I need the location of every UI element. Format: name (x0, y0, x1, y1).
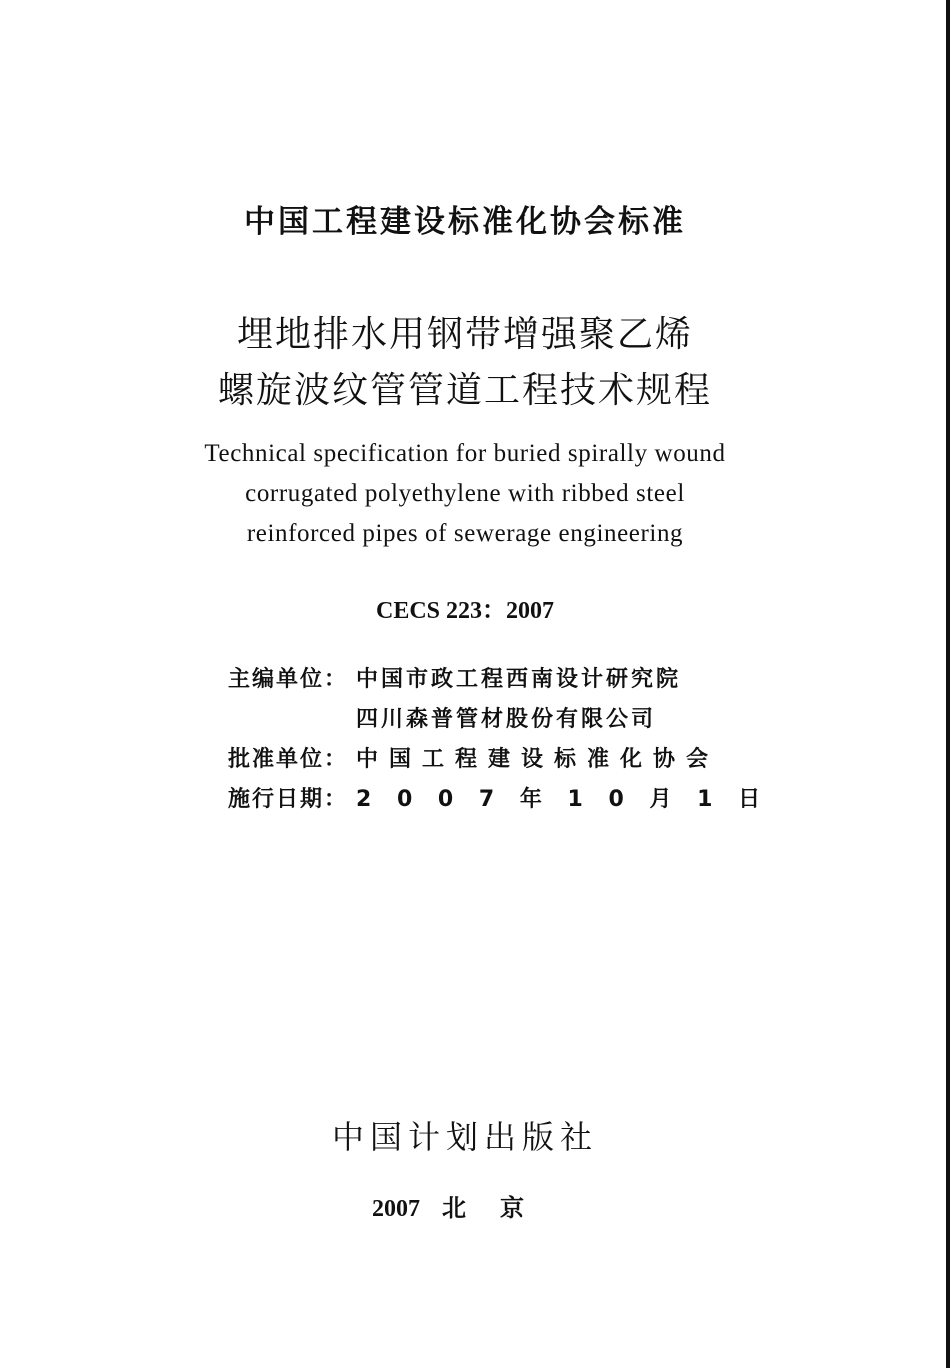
association-title: 中国工程建设标准化协会标准 (244, 204, 686, 240)
chief-editor-row (228, 662, 681, 693)
title-en-line-1: Technical specification for buried spirally wound (204, 440, 726, 467)
publication-year: 2007 (372, 1196, 420, 1222)
chief-editor-row-2 (228, 702, 656, 733)
standard-code: CECS 223：2007 (375, 598, 555, 624)
title-en-line-2: corrugated polyethylene with ribbed steel (245, 480, 685, 507)
title-cn-line-1: 埋地排水用钢带增强聚乙烯 (236, 314, 693, 355)
publisher: 中国计划出版社 (331, 1118, 598, 1156)
publication-city: 北京 (442, 1194, 558, 1222)
chief-editor-1: 中国市政工程西南设计研究院 (356, 667, 682, 692)
title-cn-line-2: 螺旋波纹管管道工程技术规程 (217, 370, 712, 411)
effective-date: 2 0 0 7 年 1 0 月 1 日 (356, 787, 765, 812)
effective-date-row (228, 782, 764, 813)
chief-editor-label: 主编单位： (228, 667, 349, 692)
approver-row (228, 742, 719, 773)
approver: 中国工程建设标准化协会 (356, 747, 720, 772)
chief-editor-2: 四川森普管材股份有限公司 (356, 707, 657, 732)
effective-label: 施行日期： (228, 787, 349, 812)
publication-line (0, 1188, 930, 1223)
approver-label: 批准单位： (228, 747, 349, 772)
title-en-line-3: reinforced pipes of sewerage engineering (246, 520, 684, 547)
